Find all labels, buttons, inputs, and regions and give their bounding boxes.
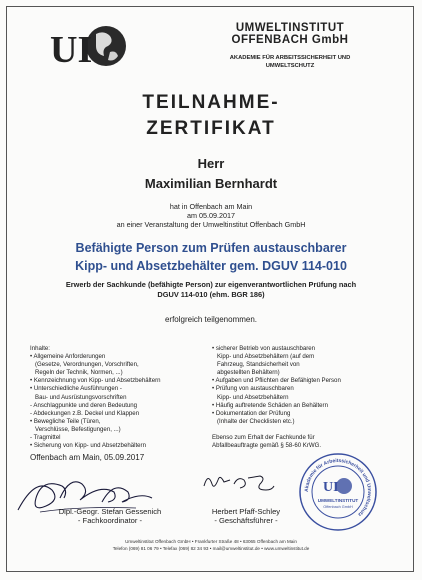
- content-item: Kipp- und Absetzbehältern: [217, 393, 289, 401]
- recipient-name: Maximilian Bernhardt: [144, 176, 278, 191]
- content-item: Regeln der Technik, Normen, ...): [35, 369, 123, 377]
- seal-ring-text: Akademie für Arbeitssicherheit und Umweltschutz: [303, 457, 373, 518]
- course-title-line1: Befähigte Person zum Prüfen austauschbarer: [75, 241, 347, 255]
- seal-line1: UMWELTINSTITUT: [317, 498, 359, 503]
- contents-left-column: [30, 345, 210, 450]
- content-item: • sicherer Betrieb von austauschbaren: [212, 345, 316, 352]
- event-line3: an einer Veranstaltung der Umweltinstitut Offenbach GmbH: [116, 220, 306, 229]
- content-item: (Inhalte der Checklisten etc.): [217, 417, 295, 425]
- org-name-line1: UMWELTINSTITUT: [235, 22, 345, 34]
- certificate-title-line2: ZERTIFIKAT: [146, 118, 276, 139]
- content-item: - Anschlagpunkte und deren Bedeutung: [30, 401, 138, 409]
- seal-line2: Offenbach GmbH: [323, 505, 353, 509]
- content-item: • Prüfung von austauschbaren: [212, 385, 294, 393]
- content-item: Bau- und Ausrüstungsvorschriften: [35, 393, 127, 401]
- result-text: erfolgreich teilgenommen.: [164, 315, 258, 324]
- signatory2-role: - Geschäftsführer -: [214, 516, 278, 525]
- content-item: • Allgemeine Anforderungen: [30, 353, 106, 361]
- signatory1-role: - Fachkoordinator -: [77, 516, 143, 525]
- content-item: Kipp- und Absetzbehältern (auf dem: [217, 353, 315, 361]
- content-note-line2: Abfallbeauftragte gemäß § 58-60 KrWG.: [212, 442, 322, 450]
- content-item: • Kennzeichnung von Kipp- und Absetzbehältern: [30, 377, 161, 385]
- org-subtitle-line1: AKADEMIE FÜR ARBEITSSICHERHEIT UND: [229, 55, 351, 61]
- content-item: • Aufgaben und Pflichten der Befähigten Person: [212, 377, 341, 385]
- content-item: • Häufig auftretende Schäden an Behältern: [212, 401, 328, 409]
- spacer: [212, 426, 387, 434]
- event-line1: hat in Offenbach am Main: [169, 202, 253, 211]
- content-item: (Gesetze, Verordnungen, Vorschriften,: [35, 361, 139, 369]
- organization-header: [190, 22, 390, 70]
- logo-letters: UI: [50, 29, 93, 71]
- content-note-line1: Ebenso zum Erhalt der Fachkunde für: [212, 433, 315, 441]
- org-subtitle: [190, 54, 390, 70]
- contents-label: Inhalte:: [30, 345, 50, 352]
- seal-logo-letters: UI: [323, 480, 339, 495]
- content-item: Fahrzeug, Standsicherheit von: [217, 361, 300, 369]
- content-item: • Sicherung von Kipp- und Absetzbehältern: [30, 442, 146, 450]
- content-item: • Unterschiedliche Ausführungen -: [30, 385, 122, 393]
- course-title-line2: Kipp- und Absetzbehälter gem. DGUV 114-010: [75, 259, 347, 273]
- certificate-title-line1: TEILNAHME-: [142, 92, 280, 113]
- signatory2-name: Herbert Pfaff-Schley: [211, 507, 281, 516]
- content-item: - Tragmittel: [30, 434, 61, 442]
- content-item: abgestellten Behältern): [217, 369, 280, 377]
- content-item: - Abdeckungen z.B. Deckel und Klappen: [30, 409, 140, 417]
- signature-pfaff-schley: [200, 466, 280, 498]
- official-seal: [298, 452, 378, 532]
- ui-globe-logo: [48, 22, 128, 72]
- org-subtitle-line2: UMWELTSCHUTZ: [265, 63, 315, 69]
- course-description-line2: DGUV 114-010 (ehm. BGR 186): [157, 290, 265, 299]
- footer-address: Umweltinstitut Offenbach GmbH • Frankfurter Straße 48 • 63065 Offenbach am Main: [125, 539, 297, 544]
- content-item: Verschlüsse, Befestigungen, ...): [35, 425, 121, 433]
- event-line2: am 05.09.2017: [187, 211, 235, 220]
- footer-contact: Telefon (069) 81 06 79 • Telefax (069) 82 34 93 • mail@umweltinstitut.de • www.umweltinstitut.de: [112, 546, 310, 551]
- content-item: • Bewegliche Teile (Türen,: [30, 417, 101, 425]
- course-description-line1: Erwerb der Sachkunde (befähigte Person) zur eigenverantwortlichen Prüfung nach: [65, 280, 357, 289]
- signatory1-name: Dipl.-Geogr. Stefan Gessenich: [58, 507, 162, 516]
- content-item: • Dokumentation der Prüfung: [212, 409, 291, 417]
- org-name-line2: OFFENBACH GmbH: [231, 34, 349, 46]
- issue-date: Offenbach am Main, 05.09.2017: [30, 453, 145, 462]
- contents-right-column: [212, 345, 387, 450]
- recipient-salutation: Herr: [197, 156, 225, 171]
